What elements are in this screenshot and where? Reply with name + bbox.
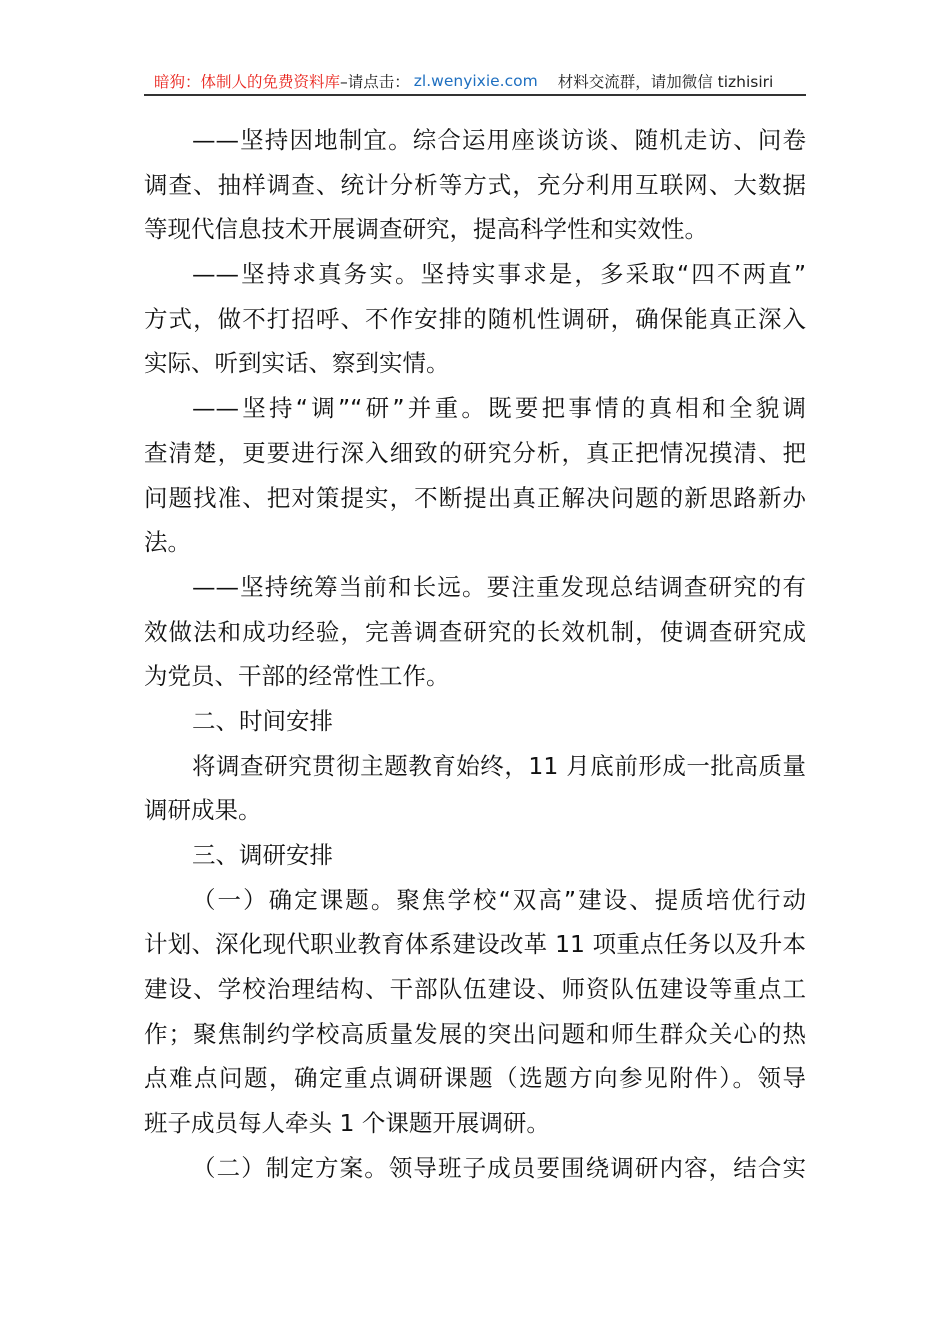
text-line: 调研成果。: [144, 796, 262, 825]
text-line: ——坚持求真务实。坚持实事求是，多采取“四不两直”: [192, 260, 806, 289]
text-line: 建设、学校治理结构、干部队伍建设、师资队伍建设等重点工: [144, 975, 806, 1004]
site-url-link[interactable]: zl.wenyixie.com: [413, 72, 538, 90]
text-line: 将调查研究贯彻主题教育始终，11 月底前形成一批高质量: [192, 751, 806, 780]
text-line: 作；聚焦制约学校高质量发展的突出问题和师生群众关心的热: [144, 1019, 806, 1048]
page-header: [144, 68, 806, 94]
text-line: 调查、抽样调查、统计分析等方式，充分利用互联网、大数据: [144, 170, 806, 199]
text-line: ——坚持统筹当前和长远。要注重发现总结调查研究的有: [192, 572, 806, 601]
text-line: 实际、听到实话、察到实情。: [144, 349, 450, 378]
text-line: （二）制定方案。领导班子成员要围绕调研内容，结合实: [192, 1153, 806, 1182]
document-body: [144, 118, 806, 1191]
text-line: 法。: [144, 528, 191, 557]
text-line: 计划、深化现代职业教育体系建设改革 11 项重点任务以及升本: [144, 930, 806, 959]
text-line: 查清楚，更要进行深入细致的研究分析，真正把情况摸清、把: [144, 438, 806, 467]
text-line: ——坚持因地制宜。综合运用座谈访谈、随机走访、问卷: [192, 126, 806, 154]
text-line: （一）确定课题。聚焦学校“双高”建设、提质培优行动: [192, 885, 806, 914]
click-prompt: –请点击：: [340, 73, 410, 91]
text-line: 班子成员每人牵头 1 个课题开展调研。: [144, 1109, 550, 1138]
text-line: 二、时间安排: [192, 706, 333, 735]
header-divider: [144, 94, 806, 96]
text-line: 点难点问题，确定重点调研课题（选题方向参见附件）。领导: [144, 1064, 806, 1093]
text-line: ——坚持“调”“研”并重。既要把事情的真相和全貌调: [192, 394, 806, 423]
text-line: 方式，做不打招呼、不作安排的随机性调研，确保能真正深入: [144, 304, 806, 333]
text-line: 等现代信息技术开展调查研究，提高科学性和实效性。: [144, 215, 708, 244]
site-name: 暗狗：体制人的免费资料库: [154, 73, 341, 91]
text-line: 效做法和成功经验，完善调查研究的长效机制，使调查研究成: [144, 617, 806, 646]
text-line: 为党员、干部的经常性工作。: [144, 662, 450, 691]
text-line: 三、调研安排: [192, 841, 333, 869]
group-contact-text: 材料交流群，请加微信 tizhisiri: [557, 73, 774, 91]
text-line: 问题找准、把对策提实，不断提出真正解决问题的新思路新办: [144, 483, 806, 512]
